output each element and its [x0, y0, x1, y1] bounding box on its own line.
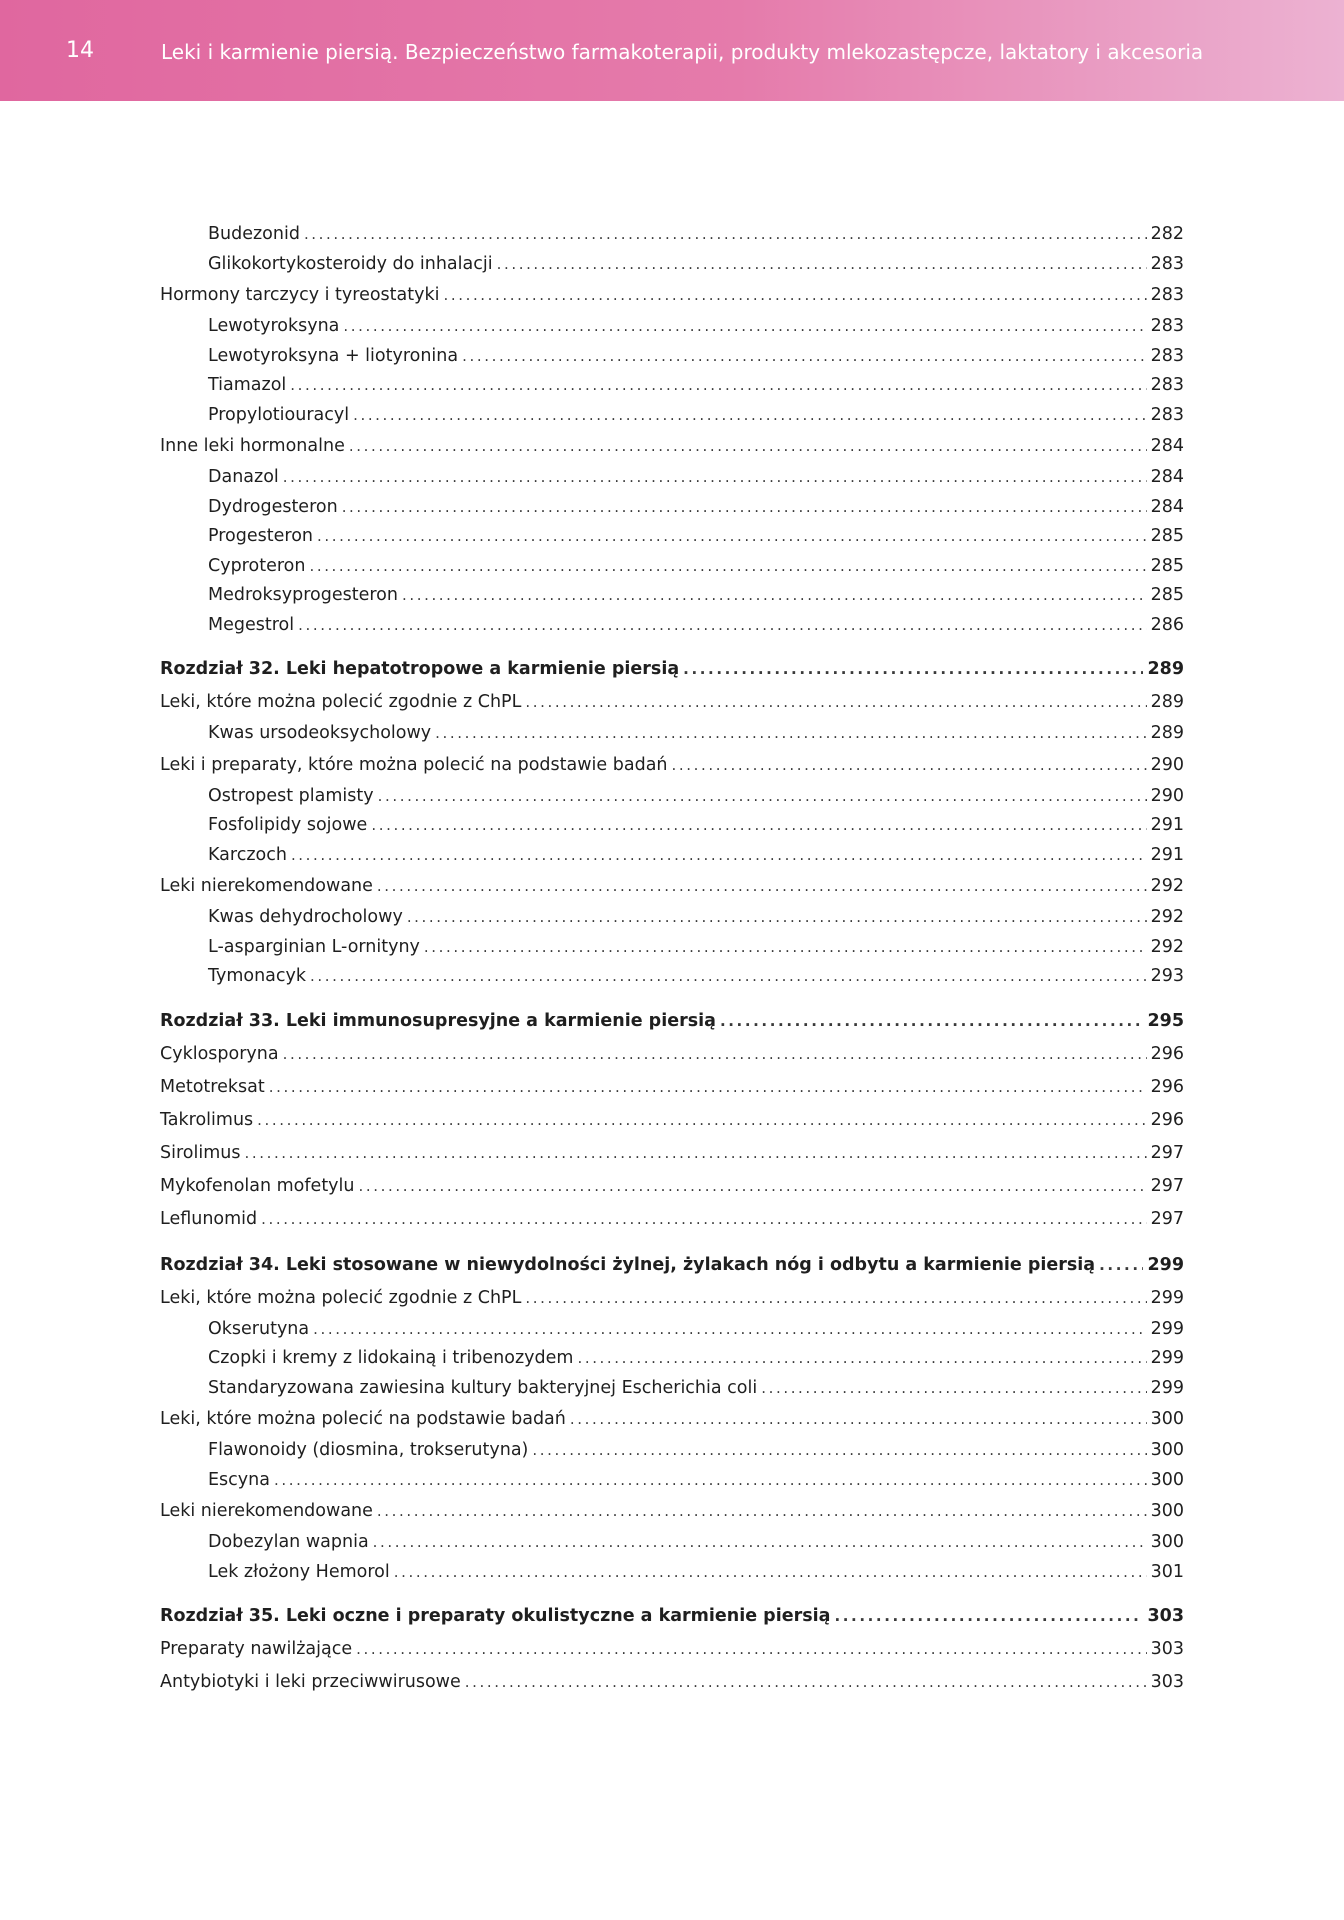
- toc-entry-label: Rozdział 34. Leki stosowane w niewydolności żylnej, żylakach nóg i odbytu a karmienie piersią: [160, 1254, 1096, 1275]
- dot-leader: [720, 1004, 1144, 1038]
- dot-leader: [462, 342, 1146, 371]
- toc-chapter-entry[interactable]: [160, 1248, 1184, 1282]
- toc-entry[interactable]: [160, 250, 1184, 280]
- dot-leader: [377, 1495, 1147, 1528]
- toc-entry[interactable]: [160, 1104, 1184, 1137]
- toc-entry-label: Dydrogesteron: [208, 496, 338, 517]
- toc-entry[interactable]: [160, 1374, 1184, 1404]
- toc-entry-page-number: 283: [1150, 345, 1184, 366]
- dot-leader: [310, 962, 1147, 991]
- toc-entry-page-number: 283: [1150, 253, 1184, 274]
- toc-entry-page-number: 284: [1150, 496, 1184, 517]
- dot-leader: [525, 1282, 1146, 1315]
- toc-entry[interactable]: [160, 342, 1184, 372]
- toc-entry-page-number: 297: [1150, 1208, 1184, 1229]
- dot-leader: [577, 1344, 1146, 1373]
- toc-entry[interactable]: [160, 1666, 1184, 1699]
- dot-leader: [274, 1466, 1147, 1495]
- toc-entry-label: Karczoch: [208, 844, 287, 865]
- toc-entry-page-number: 283: [1150, 404, 1184, 425]
- toc-entry-page-number: 299: [1150, 1318, 1184, 1339]
- toc-entry-page-number: 303: [1150, 1639, 1184, 1659]
- toc-entry-page-number: 299: [1150, 1348, 1184, 1368]
- toc-entry-label: Leki nierekomendowane: [160, 876, 373, 896]
- toc-entry-label: Glikokortykosteroidy do inhalacji: [208, 253, 493, 274]
- dot-leader: [290, 371, 1146, 400]
- toc-entry[interactable]: [160, 1466, 1184, 1496]
- toc-entry-label: Lek złożony Hemorol: [208, 1561, 390, 1582]
- toc-chapter-entry[interactable]: [160, 1004, 1184, 1038]
- dot-leader: [304, 220, 1147, 249]
- toc-entry[interactable]: [160, 401, 1184, 431]
- toc-entry[interactable]: [160, 749, 1184, 782]
- toc-entry[interactable]: [160, 371, 1184, 401]
- toc-entry[interactable]: [160, 686, 1184, 719]
- toc-chapter-entry[interactable]: [160, 1599, 1184, 1633]
- dot-leader: [394, 1558, 1147, 1587]
- toc-entry-page-number: 295: [1147, 1010, 1184, 1031]
- toc-entry-label: Metotreksat: [160, 1076, 265, 1097]
- toc-entry-page-number: 300: [1150, 1409, 1184, 1429]
- toc-entry-page-number: 290: [1150, 754, 1184, 775]
- toc-entry-page-number: 292: [1150, 907, 1184, 927]
- toc-entry-page-number: 283: [1150, 285, 1184, 305]
- toc-entry-label: Rozdział 32. Leki hepatotropowe a karmienie piersią: [160, 659, 680, 679]
- toc-entry[interactable]: [160, 279, 1184, 312]
- toc-entry-label: Standaryzowana zawiesina kultury bakteryjnej Escherichia coli: [208, 1377, 758, 1398]
- dot-leader: [570, 1403, 1147, 1436]
- dot-leader: [244, 1137, 1146, 1170]
- toc-entry[interactable]: [160, 870, 1184, 903]
- toc-entry-page-number: 289: [1150, 723, 1184, 743]
- dot-leader: [342, 493, 1147, 522]
- toc-entry-page-number: 283: [1150, 316, 1184, 336]
- toc-entry[interactable]: [160, 933, 1184, 963]
- toc-entry-page-number: 293: [1150, 966, 1184, 986]
- toc-entry-label: Budezonid: [208, 224, 300, 244]
- dot-leader: [761, 1374, 1146, 1403]
- dot-leader: [435, 719, 1146, 748]
- toc-entry-page-number: 285: [1150, 585, 1184, 605]
- dot-leader: [309, 552, 1146, 581]
- toc-entry-label: Cyklosporyna: [160, 1043, 279, 1064]
- toc-entry-label: Leki i preparaty, które można polecić na podstawie badań: [160, 754, 668, 775]
- toc-entry-label: Propylotiouracyl: [208, 404, 350, 425]
- toc-entry[interactable]: [160, 1344, 1184, 1374]
- toc-entry-label: Danazol: [208, 467, 279, 487]
- toc-entry-page-number: 292: [1150, 936, 1184, 957]
- toc-entry[interactable]: [160, 552, 1184, 582]
- toc-entry-label: Leki, które można polecić zgodnie z ChPL: [160, 692, 522, 712]
- toc-entry[interactable]: [160, 493, 1184, 523]
- toc-entry-label: Rozdział 33. Leki immunosupresyjne a karmienie piersią: [160, 1010, 716, 1031]
- toc-entry-page-number: 299: [1150, 1377, 1184, 1398]
- toc-entry-page-number: 283: [1150, 375, 1184, 395]
- toc-entry[interactable]: [160, 611, 1184, 641]
- toc-entry-label: Tiamazol: [208, 375, 287, 395]
- dot-leader: [356, 1633, 1147, 1666]
- toc-entry[interactable]: [160, 430, 1184, 463]
- toc-entry-page-number: 303: [1150, 1672, 1184, 1692]
- dot-leader: [525, 686, 1146, 719]
- toc-entry-label: Leki, które można polecić zgodnie z ChPL: [160, 1287, 522, 1308]
- toc-entry-page-number: 297: [1150, 1142, 1184, 1163]
- toc-entry-page-number: 296: [1150, 1076, 1184, 1097]
- toc-entry-label: Rozdział 35. Leki oczne i preparaty okulistyczne a karmienie piersią: [160, 1606, 831, 1626]
- dot-leader: [353, 401, 1147, 430]
- toc-entry[interactable]: [160, 811, 1184, 841]
- toc-entry-page-number: 300: [1150, 1532, 1184, 1552]
- toc-entry[interactable]: [160, 1403, 1184, 1436]
- toc-entry-label: Kwas ursodeoksycholowy: [208, 723, 432, 743]
- toc-entry-page-number: 299: [1150, 1287, 1184, 1308]
- toc-entry[interactable]: [160, 1282, 1184, 1315]
- dot-leader: [1099, 1248, 1143, 1282]
- dot-leader: [497, 250, 1147, 279]
- dot-leader: [834, 1599, 1143, 1633]
- toc-entry[interactable]: [160, 1558, 1184, 1588]
- toc-entry[interactable]: [160, 841, 1184, 871]
- toc-entry-label: Czopki i kremy z lidokainą i tribenozydem: [208, 1348, 574, 1368]
- toc-entry-label: Cyproteron: [208, 555, 306, 576]
- toc-entry-label: Preparaty nawilżające: [160, 1639, 353, 1659]
- toc-entry[interactable]: [160, 1071, 1184, 1104]
- toc-entry-label: Lewotyroksyna: [208, 316, 340, 336]
- toc-entry-page-number: 284: [1150, 436, 1184, 456]
- toc-entry[interactable]: [160, 1170, 1184, 1203]
- toc-entry[interactable]: [160, 1633, 1184, 1666]
- toc-entry-label: Escyna: [208, 1469, 270, 1490]
- dot-leader: [291, 841, 1147, 870]
- table-of-contents: [160, 220, 1184, 1699]
- toc-entry-label: Leki, które można polecić na podstawie badań: [160, 1409, 566, 1429]
- dot-leader: [343, 312, 1146, 341]
- toc-entry[interactable]: [160, 1436, 1184, 1466]
- toc-entry[interactable]: [160, 903, 1184, 933]
- toc-entry-page-number: 285: [1150, 526, 1184, 546]
- toc-entry-page-number: 292: [1150, 876, 1184, 896]
- toc-entry-label: Megestrol: [208, 614, 295, 635]
- toc-entry-label: Leki nierekomendowane: [160, 1501, 373, 1521]
- toc-entry-label: Okserutyna: [208, 1318, 310, 1339]
- toc-entry-page-number: 296: [1150, 1109, 1184, 1130]
- dot-leader: [298, 611, 1146, 640]
- page-header: [0, 0, 1344, 101]
- dot-leader: [269, 1071, 1147, 1104]
- dot-leader: [672, 749, 1147, 782]
- toc-entry[interactable]: [160, 220, 1184, 250]
- toc-entry-label: Takrolimus: [160, 1109, 254, 1130]
- toc-entry-label: Inne leki hormonalne: [160, 436, 345, 456]
- toc-entry-page-number: 300: [1150, 1469, 1184, 1490]
- toc-entry-label: Hormony tarczycy i tyreostatyki: [160, 285, 440, 305]
- dot-leader: [349, 430, 1147, 463]
- toc-entry[interactable]: [160, 1038, 1184, 1071]
- dot-leader: [532, 1436, 1146, 1465]
- dot-leader: [371, 811, 1146, 840]
- toc-entry-page-number: 303: [1147, 1606, 1184, 1626]
- toc-entry-page-number: 297: [1150, 1175, 1184, 1196]
- dot-leader: [313, 1315, 1146, 1344]
- toc-entry-label: Progesteron: [208, 526, 313, 546]
- page-number: 14: [66, 38, 94, 63]
- toc-entry-page-number: 286: [1150, 614, 1184, 635]
- toc-entry-label: Flawonoidy (diosmina, trokserutyna): [208, 1440, 529, 1460]
- toc-entry[interactable]: [160, 719, 1184, 749]
- dot-leader: [283, 463, 1147, 492]
- toc-entry[interactable]: [160, 962, 1184, 992]
- toc-entry-label: Fosfolipidy sojowe: [208, 815, 368, 835]
- toc-entry[interactable]: [160, 463, 1184, 493]
- toc-entry-page-number: 296: [1150, 1043, 1184, 1064]
- toc-entry[interactable]: [160, 581, 1184, 611]
- toc-entry-page-number: 284: [1150, 467, 1184, 487]
- toc-entry-label: Sirolimus: [160, 1142, 241, 1163]
- toc-entry-page-number: 291: [1150, 844, 1184, 865]
- toc-entry-page-number: 289: [1147, 659, 1184, 679]
- toc-entry-label: Dobezylan wapnia: [208, 1532, 369, 1552]
- dot-leader: [261, 1203, 1146, 1236]
- dot-leader: [424, 933, 1147, 962]
- toc-entry[interactable]: [160, 1203, 1184, 1236]
- toc-entry-page-number: 299: [1147, 1254, 1184, 1275]
- toc-entry-label: Lewotyroksyna + liotyronina: [208, 345, 459, 366]
- toc-entry[interactable]: [160, 312, 1184, 342]
- toc-entry-page-number: 291: [1150, 815, 1184, 835]
- dot-leader: [283, 1038, 1147, 1071]
- toc-entry[interactable]: [160, 1528, 1184, 1558]
- toc-entry[interactable]: [160, 1315, 1184, 1345]
- toc-entry[interactable]: [160, 522, 1184, 552]
- dot-leader: [373, 1528, 1147, 1557]
- dot-leader: [683, 652, 1143, 686]
- toc-entry[interactable]: [160, 1495, 1184, 1528]
- toc-entry-label: Antybiotyki i leki przeciwwirusowe: [160, 1672, 461, 1692]
- toc-entry-page-number: 290: [1150, 785, 1184, 806]
- toc-entry-page-number: 300: [1150, 1501, 1184, 1521]
- toc-entry-label: Leflunomid: [160, 1208, 258, 1229]
- dot-leader: [407, 903, 1147, 932]
- toc-chapter-entry[interactable]: [160, 652, 1184, 686]
- toc-entry-label: L-asparginian L-ornityny: [208, 936, 420, 957]
- dot-leader: [378, 782, 1147, 811]
- dot-leader: [465, 1666, 1147, 1699]
- dot-leader: [359, 1170, 1147, 1203]
- dot-leader: [317, 522, 1147, 551]
- toc-entry-page-number: 300: [1150, 1440, 1184, 1460]
- running-title: Leki i karmienie piersią. Bezpieczeństwo farmakoterapii, produkty mlekozastępcze, laktatory i akcesoria: [161, 40, 1204, 64]
- toc-entry-page-number: 289: [1150, 692, 1184, 712]
- toc-entry-page-number: 285: [1150, 555, 1184, 576]
- toc-entry-label: Ostropest plamisty: [208, 785, 374, 806]
- toc-entry-page-number: 301: [1150, 1561, 1184, 1582]
- dot-leader: [402, 581, 1147, 610]
- toc-entry[interactable]: [160, 1137, 1184, 1170]
- toc-entry-label: Mykofenolan mofetylu: [160, 1175, 355, 1196]
- toc-entry-label: Tymonacyk: [208, 966, 307, 986]
- dot-leader: [257, 1104, 1146, 1137]
- dot-leader: [377, 870, 1147, 903]
- dot-leader: [443, 279, 1146, 312]
- toc-entry-label: Kwas dehydrocholowy: [208, 907, 403, 927]
- toc-entry-page-number: 282: [1150, 224, 1184, 244]
- toc-entry[interactable]: [160, 782, 1184, 812]
- toc-entry-label: Medroksyprogesteron: [208, 585, 398, 605]
